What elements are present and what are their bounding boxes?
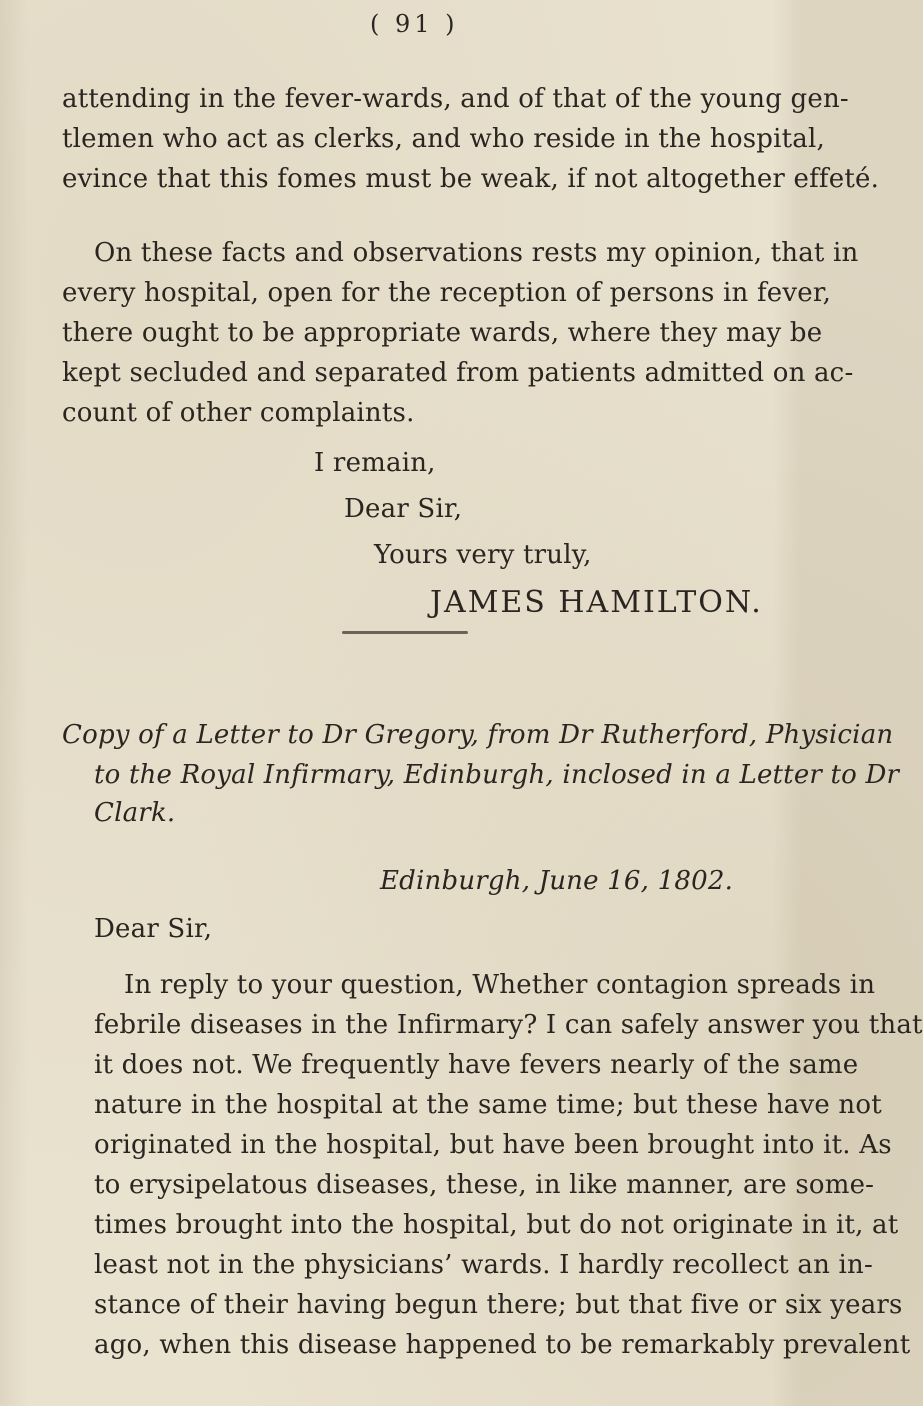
paragraph2-line-4: kept secluded and separated from patients admitted on ac- [62,358,854,388]
paragraph3-line-9: stance of their having begun there; but that five or six years [94,1290,903,1320]
salutation: Dear Sir, [94,914,213,944]
paragraph3-line-10: ago, when this disease happened to be remarkably prevalent [94,1330,911,1360]
paragraph3-line-8: least not in the physicians’ wards. I hardly recollect an in- [94,1250,873,1280]
signature: JAMES HAMILTON. [430,585,763,620]
page-number: ( 91 ) [370,10,459,38]
paragraph3-line-1: In reply to your question, Whether contagion spreads in [124,970,876,1000]
letter-heading-line-2: to the Royal Infirmary, Edinburgh, inclosed in a Letter to Dr [94,760,900,790]
paragraph3-line-5: originated in the hospital, but have been brought into it. As [94,1130,892,1160]
paragraph3-line-4: nature in the hospital at the same time; but these have not [94,1090,882,1120]
paragraph3-line-7: times brought into the hospital, but do not originate in it, at [94,1210,899,1240]
dateline: Edinburgh, June 16, 1802. [380,866,734,896]
letter-heading-line-3: Clark. [94,798,176,828]
paragraph3-line-3: it does not. We frequently have fevers nearly of the same [94,1050,859,1080]
paragraph3-line-2: febrile diseases in the Infirmary? I can safely answer you that [94,1010,923,1040]
paragraph2-line-3: there ought to be appropriate wards, where they may be [62,318,823,348]
letter-heading-line-1: Copy of a Letter to Dr Gregory, from Dr Rutherford, Physician [62,720,894,750]
paragraph2-line-1: On these facts and observations rests my opinion, that in [94,238,859,268]
paragraph3-line-6: to erysipelatous diseases, these, in like manner, are some- [94,1170,875,1200]
closing-salutation: Dear Sir, [344,494,463,524]
paragraph2-line-2: every hospital, open for the reception of persons in fever, [62,278,832,308]
closing-remain: I remain, [314,448,436,478]
paragraph1-line-2: tlemen who act as clerks, and who reside in the hospital, [62,124,825,154]
section-divider [342,631,468,634]
paragraph1-line-3: evince that this fomes must be weak, if not altogether effeté. [62,164,880,194]
closing-valediction: Yours very truly, [374,540,592,570]
paragraph2-line-5: count of other complaints. [62,398,415,428]
paragraph1-line-1: attending in the fever-wards, and of that of the young gen- [62,84,849,114]
